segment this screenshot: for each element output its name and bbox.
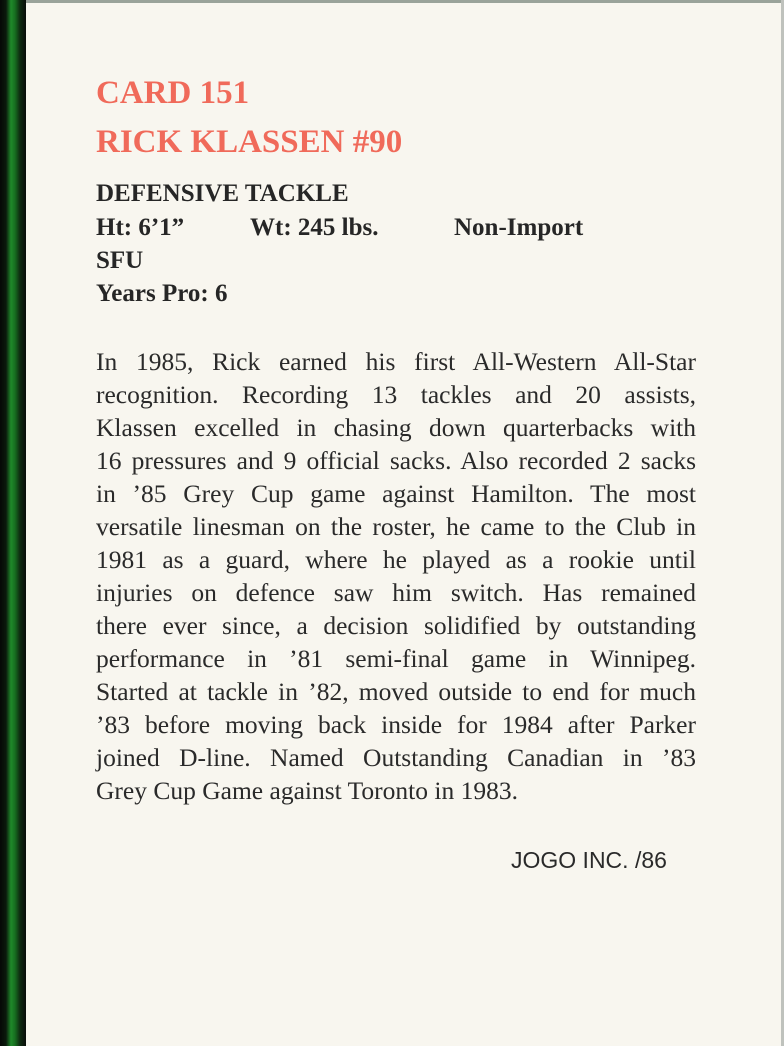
player-biography	[96, 345, 696, 807]
player-height: Ht: 6’1”	[96, 214, 185, 241]
bio-line: Started at tackle in ’82, moved outside to end for much	[96, 677, 696, 706]
player-college: SFU	[96, 247, 144, 274]
bio-line: injuries on defence saw him switch. Has remained	[96, 578, 696, 607]
player-name: RICK KLASSEN #90	[96, 124, 403, 160]
bio-line: recognition. Recording 13 tackles and 20 assists,	[96, 380, 696, 409]
bio-line: In 1985, Rick earned his first All-Western All-Star	[96, 347, 696, 376]
player-weight: Wt: 245 lbs.	[250, 214, 379, 241]
bio-line: there ever since, a decision solidified by outstanding	[96, 611, 696, 640]
bio-line: Grey Cup Game against Toronto in 1983.	[96, 776, 518, 805]
card-number: CARD 151	[96, 75, 250, 111]
card-border-left	[0, 0, 26, 1046]
bio-line: 1981 as a guard, where he played as a rookie until	[96, 545, 696, 574]
bio-line: joined D-line. Named Outstanding Canadian in ’83	[96, 743, 696, 772]
bio-line: versatile linesman on the roster, he came to the Club in	[96, 512, 696, 541]
player-position: DEFENSIVE TACKLE	[96, 180, 349, 207]
bio-line: Klassen excelled in chasing down quarterbacks with	[96, 413, 696, 442]
player-import-status: Non-Import	[454, 214, 584, 241]
bio-line: performance in ’81 semi-final game in Winnipeg.	[96, 644, 696, 673]
bio-line: 16 pressures and 9 official sacks. Also recorded 2 sacks	[96, 446, 696, 475]
player-years-pro: Years Pro: 6	[96, 280, 228, 307]
bio-line: in ’85 Grey Cup game against Hamilton. The most	[96, 479, 696, 508]
publisher-credit: JOGO INC. /86	[511, 847, 667, 873]
bio-line: ’83 before moving back inside for 1984 after Parker	[96, 710, 696, 739]
